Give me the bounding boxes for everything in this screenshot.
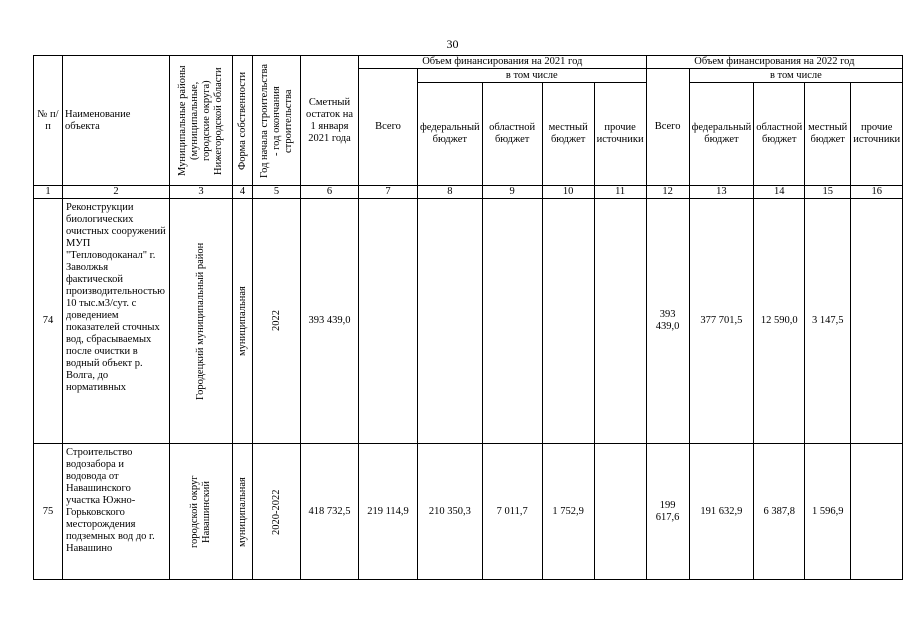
ownership-cell [233, 199, 253, 444]
total-2022: 199 617,6 [646, 444, 689, 580]
page-number: 30 [446, 37, 459, 51]
object-name: Строительство водозабора и водовода от Навашинского участка Южно-Горьковского месторождения подземных вод до г. Навашино [63, 444, 170, 580]
colnum-2: 2 [63, 186, 170, 199]
header-oth-2022: прочие источники [851, 83, 903, 186]
estimate-cell: 393 439,0 [301, 199, 359, 444]
total-2021 [359, 199, 418, 444]
total-2021: 219 114,9 [359, 444, 418, 580]
table-row [34, 199, 903, 444]
fed-2021 [418, 199, 483, 444]
fed-2022: 191 632,9 [689, 444, 754, 580]
header-district [170, 56, 233, 186]
header-group-2021: Объем финансирования на 2021 год [359, 56, 647, 69]
header-incl-2021: в том числе [418, 69, 647, 83]
header-loc-2021: местный бюджет [542, 83, 594, 186]
header-fed-2022: федеральный бюджет [689, 83, 754, 186]
header-years [253, 56, 301, 186]
ownership-text: муниципальная [236, 286, 248, 356]
row-num: 75 [34, 444, 63, 580]
reg-2021 [482, 199, 542, 444]
colnum-3: 3 [170, 186, 233, 199]
header-years-text: Год начала строительства - год окончания строительства [258, 63, 294, 178]
reg-2022: 6 387,8 [754, 444, 805, 580]
colnum-7: 7 [359, 186, 418, 199]
years-cell [253, 444, 301, 580]
header-total-2022: Всего [646, 69, 689, 186]
years-text: 2022 [270, 310, 282, 332]
header-incl-2022: в том числе [689, 69, 903, 83]
header-fed-2021: федеральный бюджет [418, 83, 483, 186]
colnum-10: 10 [542, 186, 594, 199]
years-text: 2020-2022 [270, 488, 282, 535]
total-2022: 393 439,0 [646, 199, 689, 444]
reg-2021: 7 011,7 [482, 444, 542, 580]
estimate-cell: 418 732,5 [301, 444, 359, 580]
header-group-2022: Объем финансирования на 2022 год [646, 56, 903, 69]
oth-2022 [851, 444, 903, 580]
oth-2021 [594, 444, 646, 580]
header-oth-2021: прочие источники [594, 83, 646, 186]
colnum-16: 16 [851, 186, 903, 199]
header-ownership [233, 56, 253, 186]
colnum-13: 13 [689, 186, 754, 199]
colnum-8: 8 [418, 186, 483, 199]
reg-2022: 12 590,0 [754, 199, 805, 444]
loc-2021: 1 752,9 [542, 444, 594, 580]
loc-2022: 3 147,5 [805, 199, 851, 444]
financing-table [33, 55, 903, 580]
district-text: Городецкий муниципальный район [195, 242, 206, 400]
table-row [34, 444, 903, 580]
colnum-9: 9 [482, 186, 542, 199]
ownership-cell [233, 444, 253, 580]
header-loc-2022: местный бюджет [805, 83, 851, 186]
district-cell [170, 444, 233, 580]
district-text: городской округ Навашинский [189, 475, 212, 548]
district-cell [170, 199, 233, 444]
colnum-1: 1 [34, 186, 63, 199]
header-total-2021: Всего [359, 69, 418, 186]
header-name: Наименование объекта [63, 56, 170, 186]
fed-2022: 377 701,5 [689, 199, 754, 444]
header-reg-2022: областной бюджет [754, 83, 805, 186]
colnum-14: 14 [754, 186, 805, 199]
header-num: № п/п [34, 56, 63, 186]
oth-2021 [594, 199, 646, 444]
header-ownership-text: Форма собственности [236, 71, 248, 170]
colnum-4: 4 [233, 186, 253, 199]
colnum-6: 6 [301, 186, 359, 199]
years-cell [253, 199, 301, 444]
header-estimate: Сметный остаток на 1 января 2021 года [301, 56, 359, 186]
colnum-11: 11 [594, 186, 646, 199]
header-district-text: Муниципальные районы (муниципальные, городские округа) Нижегородской области [177, 65, 224, 176]
oth-2022 [851, 199, 903, 444]
colnum-15: 15 [805, 186, 851, 199]
loc-2022: 1 596,9 [805, 444, 851, 580]
colnum-5: 5 [253, 186, 301, 199]
ownership-text: муниципальная [236, 476, 248, 547]
fed-2021: 210 350,3 [418, 444, 483, 580]
row-num: 74 [34, 199, 63, 444]
colnum-12: 12 [646, 186, 689, 199]
object-name: Реконструкции биологических очистных сооружений МУП "Тепловодоканал" г. Заволжья фактической производительностью 10 тыс.м3/сут. с доведением показателей сточных вод, сбрасываемых после очистки в водный объект р. Волга, до нормативных [63, 199, 170, 444]
header-reg-2021: областной бюджет [482, 83, 542, 186]
loc-2021 [542, 199, 594, 444]
